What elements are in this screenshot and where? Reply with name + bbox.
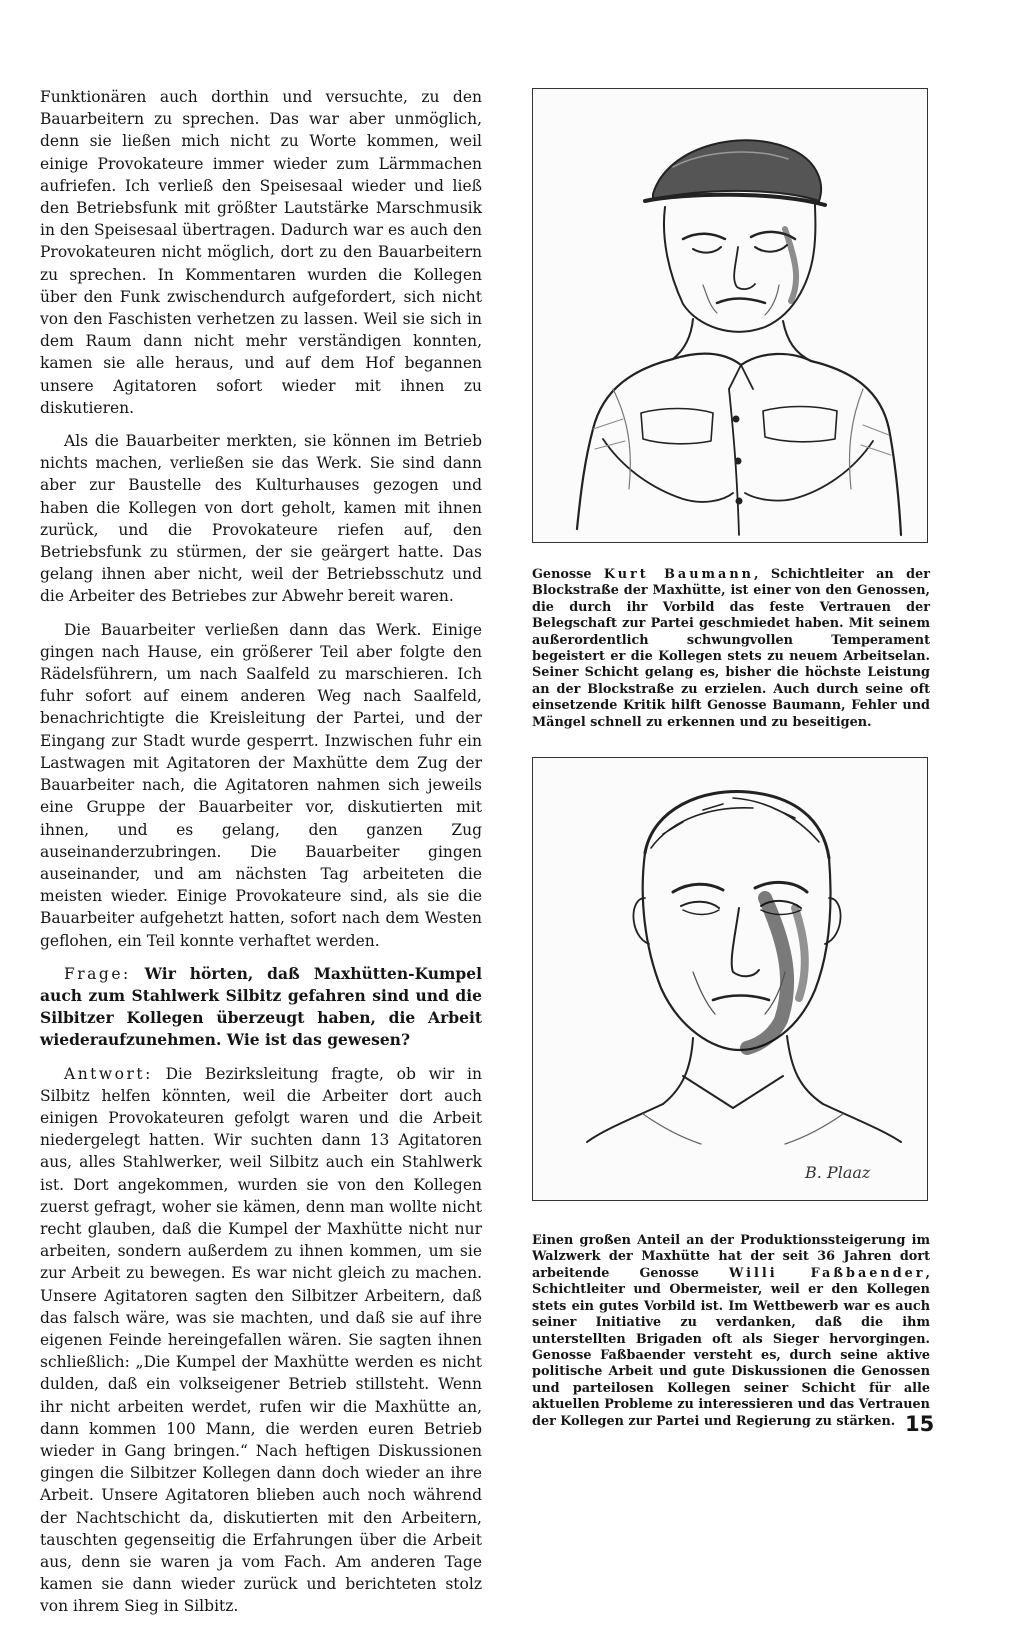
question-text: Wir hörten, daß Maxhütten-Kumpel auch zum Stahlwerk Silbitz gefahren sind und die Silbitzer Kollegen überzeugt haben, die Arbeit wiederaufzunehmen. Wie ist das gewesen? bbox=[40, 963, 483, 1050]
portrait-drawing-kurt-baumann bbox=[532, 88, 928, 543]
page-number: 15 bbox=[905, 1412, 935, 1436]
caption-text: Genosse bbox=[532, 567, 592, 582]
illustration-column bbox=[532, 88, 930, 1430]
article-paragraph: Funktionären auch dorthin und versuchte, zu den Bauarbeitern zu sprechen. Das war aber unmöglich, denn sie ließen mich nicht zu Worte kommen, weil einige Provokateure immer wieder zum Lärmmachen aufriefen. Ich verließ den Speisesaal wieder und ließ den Betriebsfunk mit größter Lautstärke Marschmusik in den Speisesaal übertragen. Dadurch war es auch den Provokateuren nicht möglich, dort zu den Bauarbeitern zu sprechen. In Kommentaren wurden die Kollegen über den Funk zwischendurch aufgefordert, sich nicht von den Faschisten verhetzen zu lassen. Weil sie sich in dem Raum dann nicht mehr verständigen konnten, kamen sie alle heraus, und auf dem Hof begannen unsere Agitatoren sofort wieder mit ihnen zu diskutieren. bbox=[40, 88, 482, 417]
answer-lead: Antwort: bbox=[64, 1064, 153, 1083]
portrait-caption-kurt-baumann bbox=[532, 567, 930, 731]
interview-answer bbox=[40, 1063, 482, 1618]
caption-text: , Schichtleiter an der Blockstraße der Maxhütte, ist einer von den Genossen, die durch ihr Vorbild das feste Vertrauen der Belegschaft zur Partei geschmiedet haben. Mit seinem außerordentlich schwungvollen Temperament begeistert er die Kollegen stets zu neuem Arbeitselan. Seiner Schicht gelang es, bisher die höchste Leistung an der Blockstraße zu erzielen. Auch durch seine oft einsetzende Kritik hilft Genosse Baumann, Fehler und Mängel schnell zu erkennen und zu beseitigen. bbox=[532, 567, 930, 730]
caption-person-name: Kurt Baumann bbox=[603, 567, 754, 582]
caption-text: , Schichtleiter und Obermeister, weil er den Kollegen stets ein gutes Vorbild ist. Im Wettbewerb war es auch seiner Initiative zu verdanken, daß die ihm unterstellten Brigaden oft als Sieger hervorgingen. Genosse Faßbaender versteht es, durch seine aktive politische Arbeit und gute Diskussionen die Genossen und parteilosen Kollegen seiner Schicht für alle aktuellen Probleme zu interessieren und das Vertrauen der Kollegen zur Partei und Regierung zu stärken. bbox=[532, 1265, 930, 1429]
answer-text: Die Bezirksleitung fragte, ob wir in Silbitz helfen könnten, weil die Arbeiter dort auch einigen Provokateuren gefolgt waren und die Arbeit niedergelegt hatten. Wir suchten dann 13 Agitatoren aus, alles Stahlwerker, weil Silbitz auch ein Stahlwerk ist. Dort angekommen, wurden sie von den Kollegen zuerst gefragt, woher sie kämen, denn man wollte nicht recht glauben, daß die Kumpel der Maxhütte nicht nur arbeiten, sondern außerdem zu ihnen kommen, um sie zur Arbeit zu bewegen. Es war nicht gleich zu machen. Unsere Agitatoren sagten den Silbitzer Arbeitern, daß das falsch wäre, was sie machten, und daß sie auf ihre eigenen Feinde hereingefallen wären. Sie sagten ihnen schließlich: „Die Kumpel der Maxhütte werden es nicht dulden, daß ein volkseigener Betrieb stillsteht. Wenn ihr nicht arbeiten werdet, rufen wir die Maxhütte an, dann kommen 100 Mann, die werden euren Betrieb wieder in Gang bringen.“ Nach heftigen Diskussionen gingen die Silbitzer Kollegen dann doch wieder an ihre Arbeit. Unsere Agitatoren blieben auch noch während der Nachtschicht da, diskutierten mit den Arbeitern, tauschten gegenseitig die Erfahrungen über die Arbeit aus, denn sie waren ja vom Fach. Am anderen Tage kamen sie dann wieder zurück und berichteten stolz von ihrem Sieg in Silbitz. bbox=[40, 1064, 482, 1616]
sketch-older-man-portrait bbox=[533, 758, 927, 1200]
portrait-signature: B. Plaaz bbox=[805, 1163, 871, 1183]
interview-question bbox=[40, 963, 482, 1052]
article-paragraph: Die Bauarbeiter verließen dann das Werk. Einige gingen nach Hause, ein größerer Teil aber folgte den Rädelsführern, um nach Saalfeld zu marschieren. Ich fuhr sofort auf einem anderen Weg nach Saalfeld, benachrichtigte die Kreisleitung der Partei, und der Eingang zur Stadt wurde gesperrt. Inzwischen fuhr ein Lastwagen mit Agitatoren der Maxhütte dem Zug der Bauarbeiter nach, die Agitatoren nahmen sich jeweils eine Gruppe der Bauarbeiter vor, diskutierten mit ihnen, und es gelang, den ganzen Zug auseinanderzubringen. Die Bauarbeiter gingen auseinander, und am nächsten Tag arbeiteten die meisten wieder. Einige Provokateure sind, als sie die Bauarbeiter aufgehetzt hatten, sofort nach dem Westen geflohen, ein Teil konnte verhaftet werden. bbox=[40, 620, 482, 950]
article-column bbox=[40, 86, 482, 1629]
caption-text: Einen großen Anteil an der Produktionssteigerung im Walzwerk der Maxhütte hat der seit 36 Jahren dort arbeitende Genosse bbox=[532, 1233, 930, 1281]
question-lead: Frage: bbox=[64, 964, 131, 983]
caption-person-name: Willi Faßbaender bbox=[728, 1265, 926, 1281]
article-paragraph: Als die Bauarbeiter merkten, sie können im Betrieb nichts machen, verließen sie das Werk. Sie sind dann aber zur Baustelle des Kulturhauses gezogen und haben die Kollegen von dort geholt, kamen mit ihnen zurück, und die Provokateure riefen auf, den Betriebsfunk zu stürmen, der sie geärgert hatte. Das gelang ihnen aber nicht, weil der Betriebsschutz und die Arbeiter des Betriebes zur Abwehr bereit waren. bbox=[40, 432, 482, 606]
sketch-worker-with-cap bbox=[533, 89, 927, 542]
portrait-drawing-willi-fassbaender bbox=[532, 757, 928, 1201]
portrait-caption-willi-fassbaender bbox=[532, 1233, 930, 1430]
